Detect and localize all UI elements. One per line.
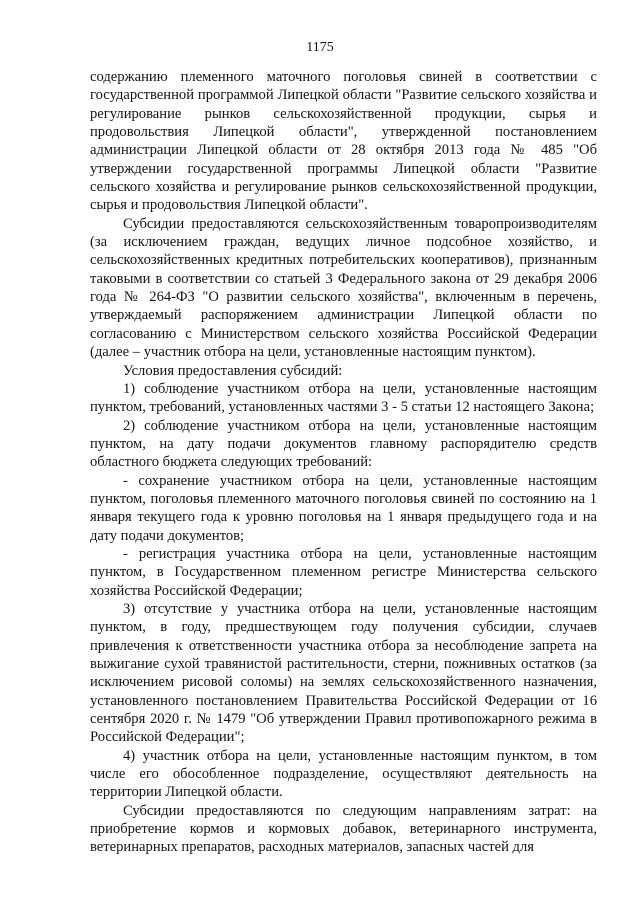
paragraph-condition-2: 2) соблюдение участником отбора на цели, установленные настоящим пунктом, на дату подачи документов главному распорядителю средств областного бюджета следующих требований: xyxy=(90,417,597,471)
page-number: 1175 xyxy=(306,40,334,55)
paragraph-continuation: содержанию племенного маточного поголовья свиней в соответствии с государственной программой Липецкой области "Развитие сельского хозяйства и регулирование рынков сельскохозяйственной продукции, сырья и продовольствия Липецкой области", утвержденной постановлением администрации Липецкой области от 28 октября 2013 года № 485 "Об утверждении государственной программы Липецкой области "Развитие сельского хозяйства и регулирование рынков сельскохозяйственной продукции, сырья и продовольствия Липецкой области". xyxy=(90,69,597,214)
paragraph-conditions-heading: Условия предоставления субсидий: xyxy=(123,362,343,379)
paragraph-subsidy-recipients: Субсидии предоставляются сельскохозяйственным товаропроизводителям (за исключением граждан, ведущих личное подсобное хозяйство, и сельскохозяйственных кредитных потребительских кооперативов), признанным таковыми в соответствии со статьей 3 Федерального закона от 29 декабря 2006 года № 264-ФЗ "О развитии сельского хозяйства", включенным в перечень, утверждаемый распоряжением администрации Липецкой области по согласованию с Министерством сельского хозяйства Российской Федерации (далее – участник отбора на цели, установленные настоящим пунктом). xyxy=(90,215,597,361)
paragraph-condition-2-registry: - регистрация участника отбора на цели, установленные настоящим пунктом, в Государственном племенном регистре Министерства сельского хозяйства Российской Федерации; xyxy=(90,545,597,599)
paragraph-condition-2-livestock: - сохранение участником отбора на цели, установленные настоящим пунктом, поголовья племенного маточного поголовья свиней по состоянию на 1 января текущего года к уровню поголовья на 1 января предыдущего года и на дату подачи документов; xyxy=(90,472,597,544)
paragraph-condition-4: 4) участник отбора на цели, установленные настоящим пунктом, в том числе его обособленное подразделение, осуществляют деятельность на территории Липецкой области. xyxy=(90,747,597,801)
paragraph-cost-directions: Субсидии предоставляются по следующим направлениям затрат: на приобретение кормов и кормовых добавок, ветеринарного инструмента, ветеринарных препаратов, расходных материалов, запасных частей для xyxy=(90,802,597,856)
document-body xyxy=(90,68,597,857)
paragraph-condition-1: 1) соблюдение участником отбора на цели, установленные настоящим пунктом, требований, установленных частями 3 - 5 статьи 12 настоящего Закона; xyxy=(90,380,597,416)
paragraph-condition-3: 3) отсутствие у участника отбора на цели, установленные настоящим пунктом, в году, предшествующем году получения субсидии, случаев привлечения к ответственности участника отбора за несоблюдение запрета на выжигание сухой травянистой растительности, стерни, пожнивных остатков (за исключением рисовой соломы) на землях сельскохозяйственного назначения, установленного постановлением Правительства Российской Федерации от 16 сентября 2020 г. № 1479 "Об утверждении Правил противопожарного режима в Российской Федерации"; xyxy=(90,600,597,746)
